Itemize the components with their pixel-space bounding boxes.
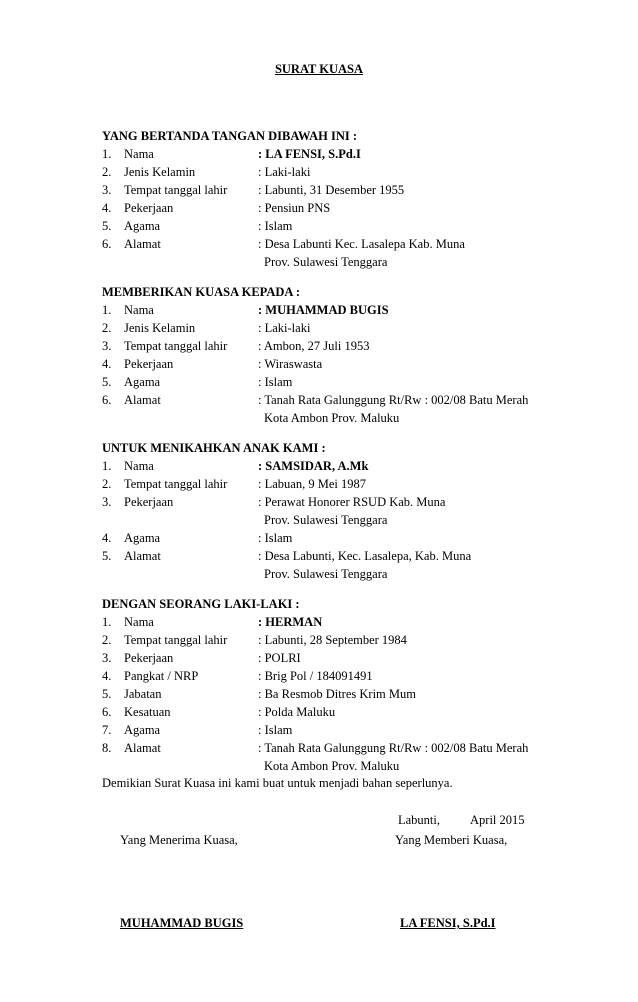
giver-name: LA FENSI, S.Pd.I — [400, 916, 496, 930]
place: Labunti, — [398, 813, 441, 827]
place-date — [398, 814, 525, 827]
row-label: Agama — [124, 219, 161, 233]
row-value: : Islam — [258, 375, 293, 389]
row-value: : HERMAN — [258, 615, 323, 629]
row-number: 4. — [102, 669, 112, 683]
row-label: Nama — [124, 303, 154, 317]
row-label: Tempat tanggal lahir — [124, 183, 228, 197]
closing-statement: Demikian Surat Kuasa ini kami buat untuk menjadi bahan seperlunya. — [102, 776, 453, 790]
row-number: 6. — [102, 237, 112, 251]
row-number: 7. — [102, 723, 112, 737]
row-label: Pekerjaan — [124, 201, 174, 215]
row-label: Kesatuan — [124, 705, 171, 719]
row-number: 2. — [102, 321, 112, 335]
row-value: : Ba Resmob Ditres Krim Mum — [258, 687, 416, 701]
row-value: : SAMSIDAR, A.Mk — [258, 459, 369, 473]
row-label: Pangkat / NRP — [124, 669, 199, 683]
row-label: Alamat — [124, 237, 161, 251]
row-label: Alamat — [124, 549, 161, 563]
row-label: Nama — [124, 459, 154, 473]
row-label: Pekerjaan — [124, 495, 174, 509]
row-number: 3. — [102, 651, 112, 665]
row-value: : Tanah Rata Galunggung Rt/Rw : 002/08 Batu Merah — [258, 393, 529, 407]
row-value: : Islam — [258, 219, 293, 233]
row-value: : Labunti, 31 Desember 1955 — [258, 183, 405, 197]
address-continuation: Kota Ambon Prov. Maluku — [264, 411, 400, 425]
row-number: 3. — [102, 495, 112, 509]
row-label: Jabatan — [124, 687, 162, 701]
row-number: 2. — [102, 165, 112, 179]
date: April 2015 — [470, 813, 525, 827]
row-value: : Ambon, 27 Juli 1953 — [258, 339, 370, 353]
row-number: 6. — [102, 705, 112, 719]
row-label: Tempat tanggal lahir — [124, 633, 228, 647]
row-value: : POLRI — [258, 651, 301, 665]
row-label: Jenis Kelamin — [124, 321, 196, 335]
row-value: : Labuan, 9 Mei 1987 — [258, 477, 366, 491]
row-value: : Desa Labunti, Kec. Lasalepa, Kab. Muna — [258, 549, 472, 563]
row-number: 6. — [102, 393, 112, 407]
row-label: Tempat tanggal lahir — [124, 339, 228, 353]
row-label: Agama — [124, 375, 161, 389]
row-label: Pekerjaan — [124, 651, 174, 665]
row-label: Alamat — [124, 741, 161, 755]
row-label: Agama — [124, 723, 161, 737]
row-number: 4. — [102, 531, 112, 545]
row-number: 1. — [102, 459, 112, 473]
row-number: 8. — [102, 741, 112, 755]
row-number: 3. — [102, 183, 112, 197]
address-continuation: Kota Ambon Prov. Maluku — [264, 759, 400, 773]
row-value: : Islam — [258, 723, 293, 737]
row-number: 5. — [102, 549, 112, 563]
receiver-label: Yang Menerima Kuasa, — [120, 833, 238, 847]
row-number: 2. — [102, 633, 112, 647]
address-continuation: Prov. Sulawesi Tenggara — [264, 255, 388, 269]
row-value: : Laki-laki — [258, 165, 311, 179]
receiver-name: MUHAMMAD BUGIS — [120, 916, 244, 930]
row-label: Tempat tanggal lahir — [124, 477, 228, 491]
row-label: Agama — [124, 531, 161, 545]
row-label: Jenis Kelamin — [124, 165, 196, 179]
row-value: : Polda Maluku — [258, 705, 336, 719]
row-value: : Islam — [258, 531, 293, 545]
row-label: Pekerjaan — [124, 357, 174, 371]
row-value: : Tanah Rata Galunggung Rt/Rw : 002/08 Batu Merah — [258, 741, 529, 755]
row-number: 1. — [102, 615, 112, 629]
row-number: 1. — [102, 147, 112, 161]
row-value: : Laki-laki — [258, 321, 311, 335]
row-value: : Brig Pol / 184091491 — [258, 669, 373, 683]
job-continuation: Prov. Sulawesi Tenggara — [264, 513, 388, 527]
section-heading-pemberi: YANG BERTANDA TANGAN DIBAWAH INI : — [102, 129, 358, 143]
row-label: Nama — [124, 615, 154, 629]
row-number: 1. — [102, 303, 112, 317]
address-continuation: Prov. Sulawesi Tenggara — [264, 567, 388, 581]
row-number: 2. — [102, 477, 112, 491]
row-number: 5. — [102, 375, 112, 389]
row-value: : LA FENSI, S.Pd.I — [258, 147, 361, 161]
document-title: SURAT KUASA — [274, 62, 364, 76]
row-number: 4. — [102, 357, 112, 371]
row-value: : Perawat Honorer RSUD Kab. Muna — [258, 495, 446, 509]
row-value: : Labunti, 28 September 1984 — [258, 633, 407, 647]
section-heading-penerima: MEMBERIKAN KUASA KEPADA : — [102, 285, 301, 299]
giver-label: Yang Memberi Kuasa, — [395, 833, 508, 847]
row-value: : MUHAMMAD BUGIS — [258, 303, 389, 317]
section-heading-calon: DENGAN SEORANG LAKI-LAKI : — [102, 597, 300, 611]
row-value: : Desa Labunti Kec. Lasalepa Kab. Muna — [258, 237, 465, 251]
row-number: 5. — [102, 219, 112, 233]
row-label: Nama — [124, 147, 154, 161]
row-label: Alamat — [124, 393, 161, 407]
row-value: : Wiraswasta — [258, 357, 323, 371]
row-number: 5. — [102, 687, 112, 701]
section-heading-anak: UNTUK MENIKAHKAN ANAK KAMI : — [102, 441, 326, 455]
row-value: : Pensiun PNS — [258, 201, 331, 215]
row-number: 4. — [102, 201, 112, 215]
row-number: 3. — [102, 339, 112, 353]
